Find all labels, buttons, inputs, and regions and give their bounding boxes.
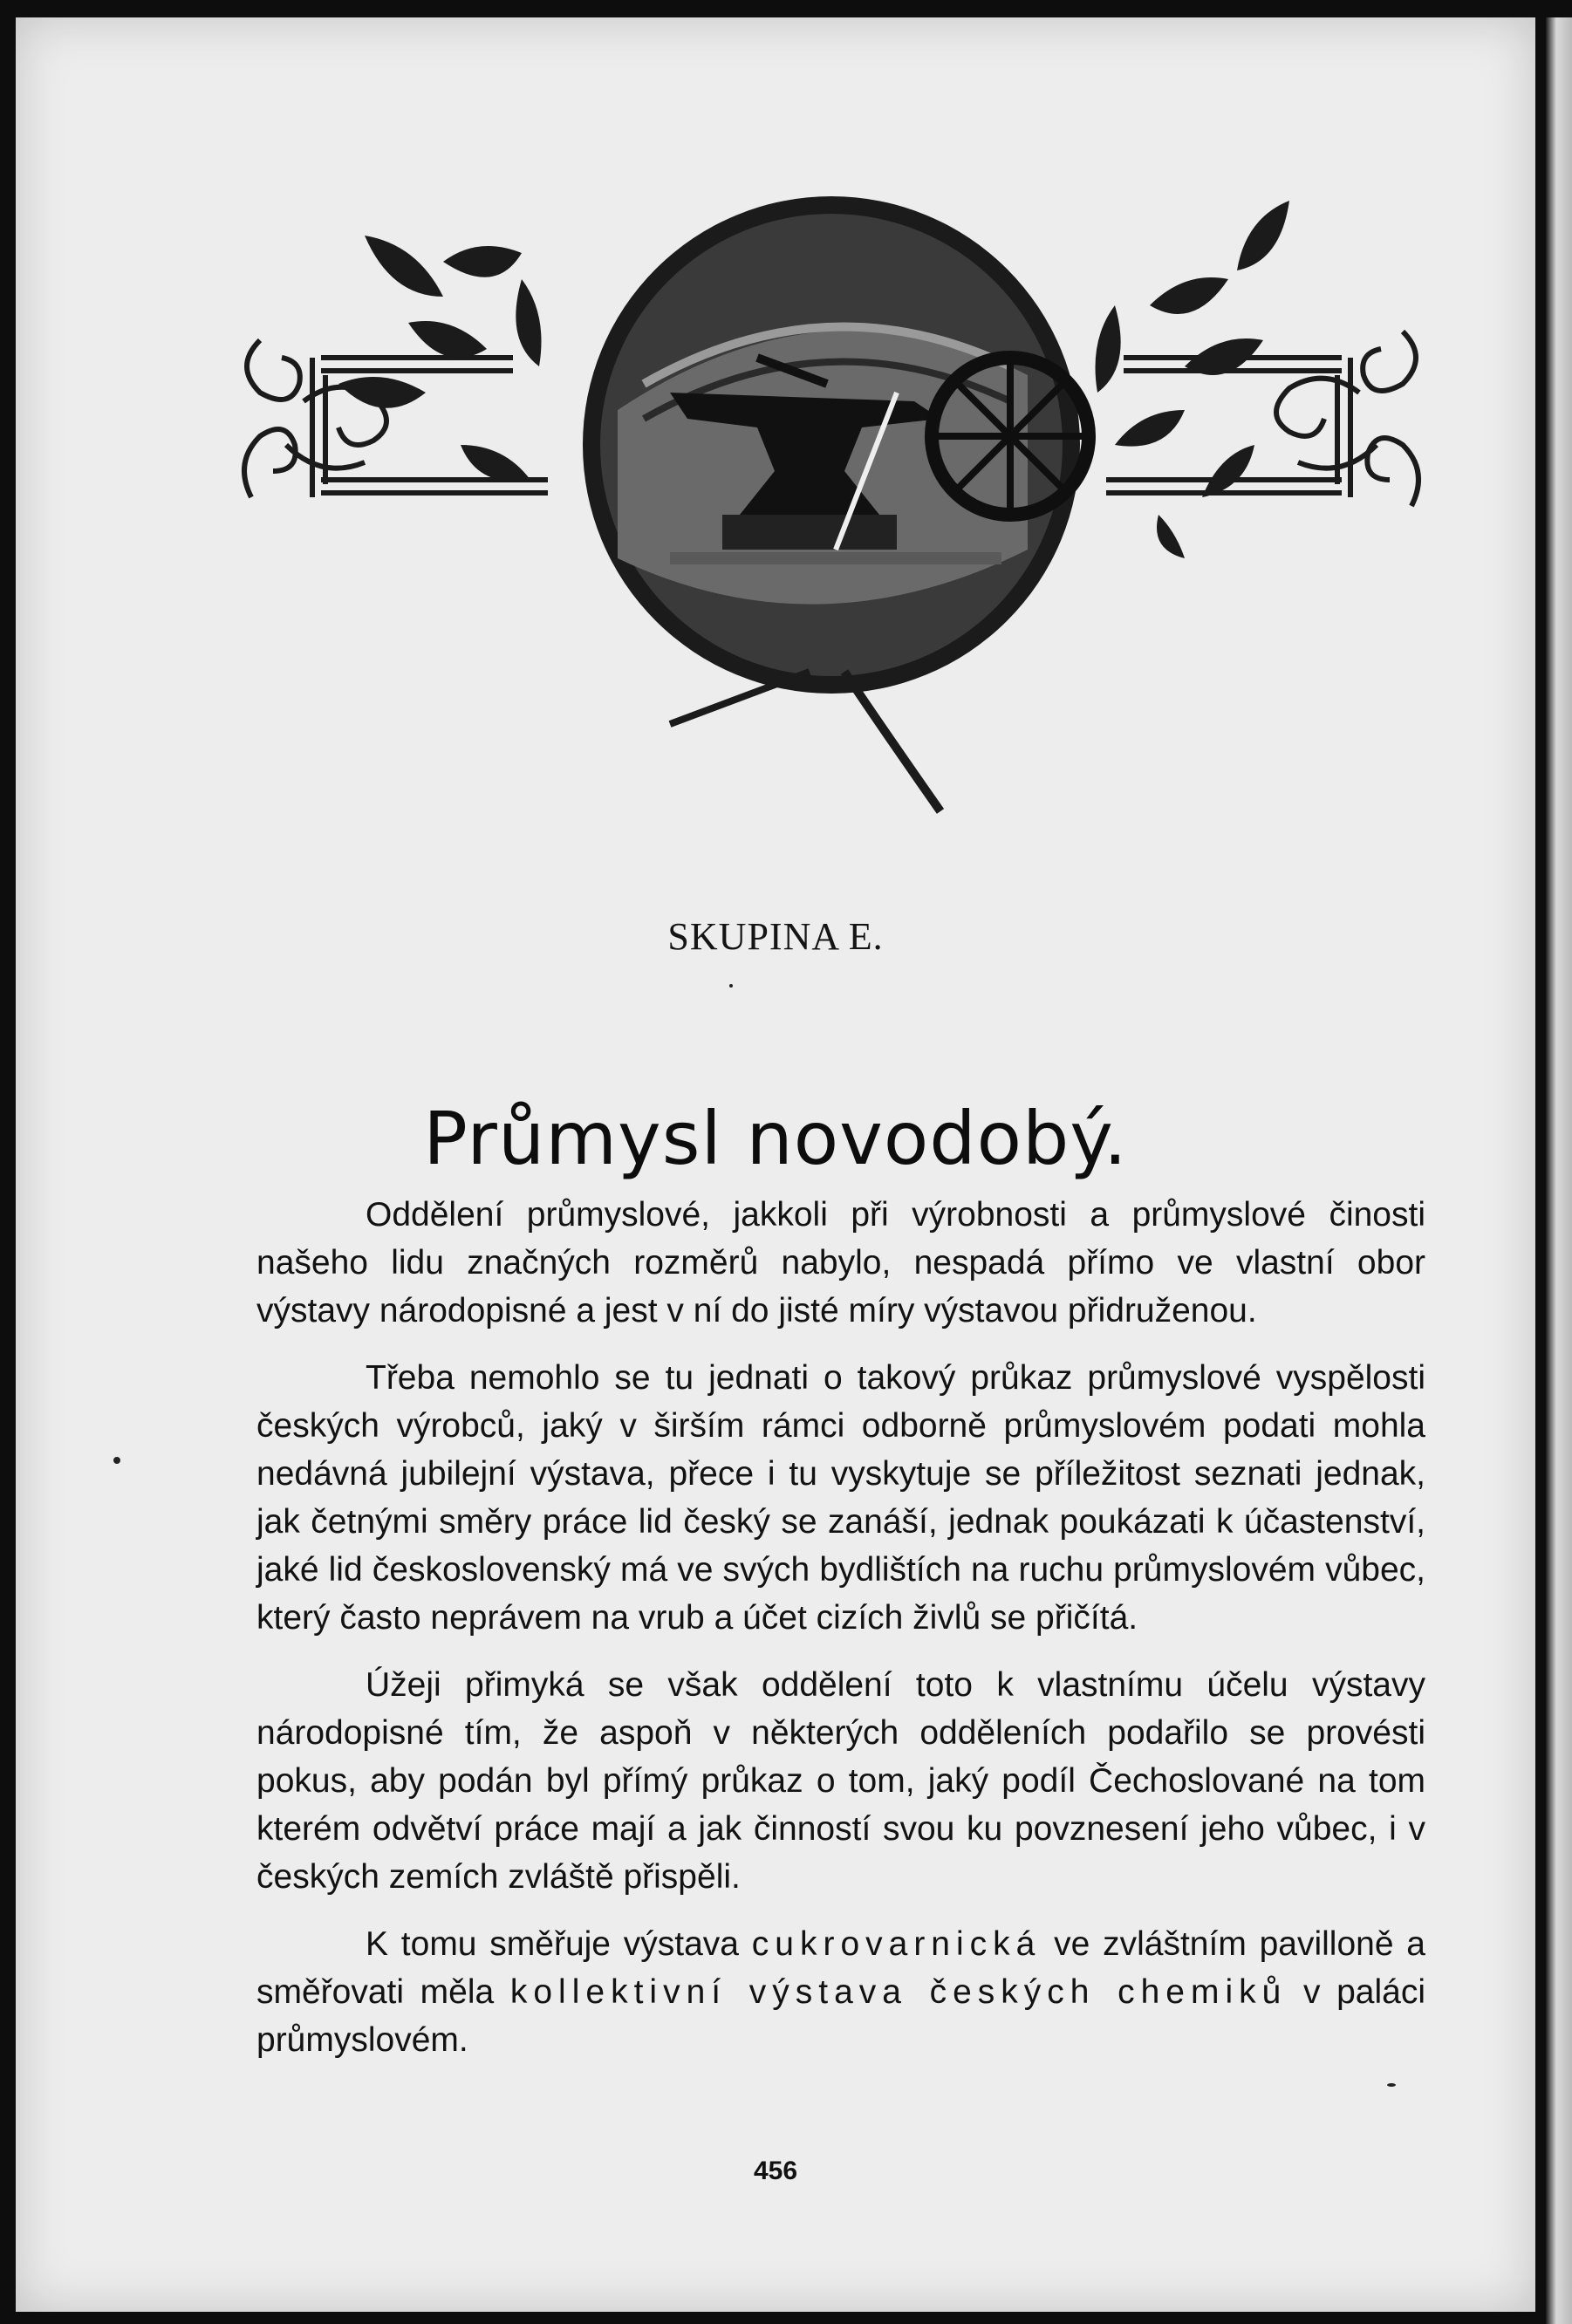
scan-speck xyxy=(729,984,733,988)
book-page xyxy=(16,17,1535,2312)
scan-speck xyxy=(1387,2083,1396,2087)
group-label: SKUPINA E. xyxy=(667,915,884,958)
page-edge xyxy=(1546,17,1572,2324)
scan-speck xyxy=(113,1457,120,1464)
paragraph-2: Třeba nemohlo se tu jednati o takový průkaz průmyslové vyspělosti českých výrobců, jaký v širším rámci odborně průmyslovém podati mohla nedávná jubilejní výstava, přece i tu vyskytuje se příležitost seznati jednak, jak četnými směry práce lid český se zanáší, jednak poukázati k účastenství, jaké lid československý má ve svých bydlištích na ruchu průmyslovém vůbec, který často neprávem na vrub a účet cizích živlů se přičítá. xyxy=(256,1359,1425,1637)
anvil-medallion-icon xyxy=(234,183,1438,881)
chapter-title: Průmysl novodobý. xyxy=(423,1096,1128,1182)
paragraph-4-part2: ve zvláštním pavilloně a směřovati měla xyxy=(256,1925,1426,2011)
emphasis-kollektivni-vystava: kollektivní výstava českých chemiků xyxy=(509,1973,1288,2011)
emphasis-cukrovarnicka: cukrovarnická xyxy=(751,1925,1042,1963)
page-number: 456 xyxy=(753,2157,798,2185)
paragraph-3: Úžeji přimyká se však oddělení toto k vlastnímu účelu výstavy národopisné tím, že aspoň v některých odděleních podařilo se provésti pokus, aby podán byl přímý průkaz o tom, jaký podíl Čechoslované na tom kterém odvětví práce mají a jak činností svou ku povznesení jeho vůbec, i v českých zemích zvláště přispěli. xyxy=(256,1666,1425,1896)
body-text xyxy=(256,1191,1425,2083)
paragraph-1: Oddělení průmyslové, jakkoli při výrobnosti a průmyslové činosti našeho lidu značných rozměrů nabylo, nespadá přímo ve vlastní obor výstavy národopisné a jest v ní do jisté míry výstavou přidruženou. xyxy=(256,1196,1425,1329)
paragraph-4 xyxy=(256,1920,1425,2064)
paragraph-4-part3: v paláci průmyslovém. xyxy=(256,1973,1426,2059)
paragraph-4-part1: K tomu směřuje výstava xyxy=(366,1925,752,1963)
